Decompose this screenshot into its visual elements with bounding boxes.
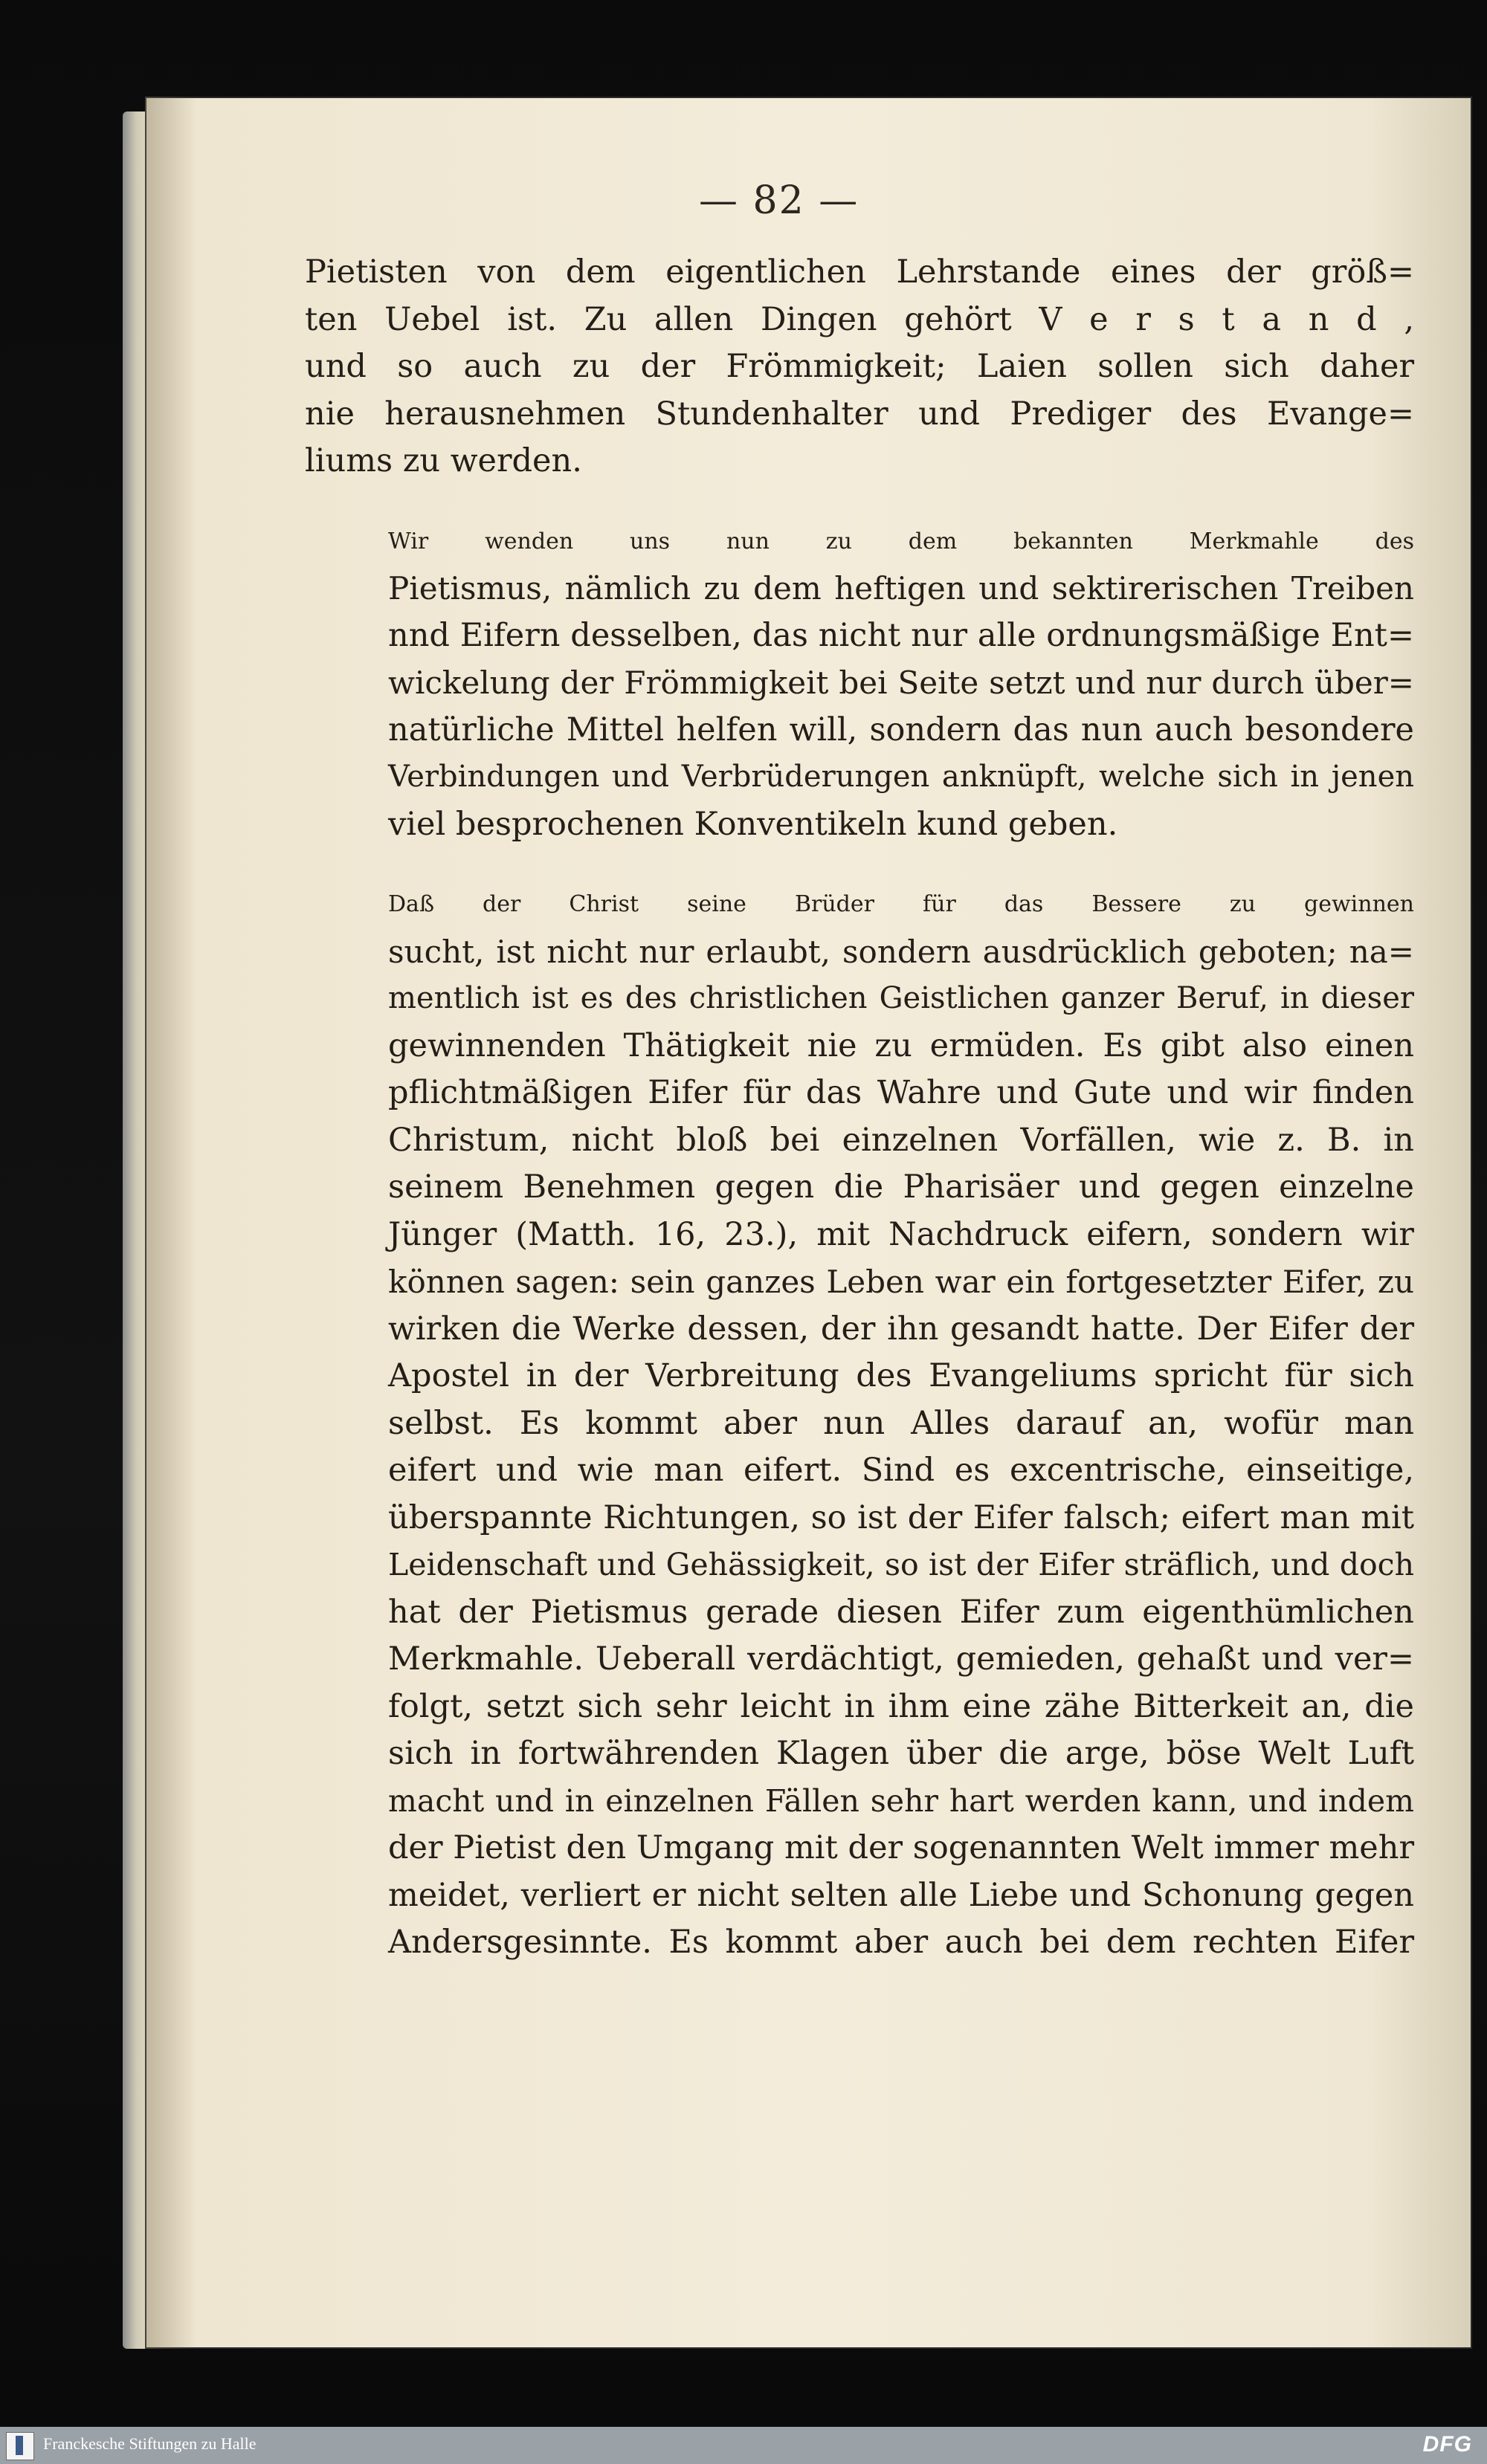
text-line: Christum, nicht bloß bei einzelnen Vorfällen, wie z. B. in bbox=[388, 1121, 1414, 1159]
gutter-shadow bbox=[145, 97, 197, 2349]
text-line: wirken die Werke dessen, der ihn gesandt hatte. Der Eifer der bbox=[388, 1310, 1414, 1348]
text-line: Merkmahle. Ueberall verdächtigt, gemieden, gehaßt und ver= bbox=[388, 1640, 1414, 1678]
paragraph-1 bbox=[305, 249, 1414, 485]
text-line: Leidenschaft und Gehässigkeit, so ist der Eifer sträflich, und doch bbox=[388, 1547, 1414, 1582]
text-line: viel besprochenen Konventikeln kund geben. bbox=[388, 805, 1118, 843]
text-line: pflichtmäßigen Eifer für das Wahre und Gute und wir finden bbox=[388, 1074, 1414, 1111]
dfg-logo[interactable]: DFG bbox=[1422, 2432, 1472, 2457]
text-line: der Pietist den Umgang mit der sogenannten Welt immer mehr bbox=[388, 1829, 1414, 1866]
text-line: sich in fortwährenden Klagen über die arge, böse Welt Luft bbox=[388, 1735, 1414, 1772]
text-line: hat der Pietismus gerade diesen Eifer zum eigenthümlichen bbox=[388, 1593, 1414, 1631]
text-line: folgt, setzt sich sehr leicht in ihm eine zähe Bitterkeit an, die bbox=[388, 1687, 1414, 1725]
text-line: meidet, verliert er nicht selten alle Liebe und Schonung gegen bbox=[388, 1876, 1414, 1914]
text-line: nie herausnehmen Stundenhalter und Prediger des Evange= bbox=[305, 395, 1414, 433]
text-line: Andersgesinnte. Es kommt aber auch bei dem rechten Eifer bbox=[388, 1924, 1414, 1961]
text-line: mentlich ist es des christlichen Geistlichen ganzer Beruf, in dieser bbox=[388, 981, 1414, 1015]
page-body-text bbox=[305, 249, 1414, 1967]
text-line: und so auch zu der Frömmigkeit; Laien sollen sich daher bbox=[305, 348, 1414, 385]
text-line: nnd Eifern desselben, das nicht nur alle ordnungsmäßige Ent= bbox=[388, 616, 1414, 654]
text-line: seinem Benehmen gegen die Pharisäer und gegen einzelne bbox=[388, 1168, 1414, 1206]
paragraph-2 bbox=[305, 518, 1414, 849]
text-line: Wir wenden uns nun zu dem bekannten Merkmahle des bbox=[388, 528, 1414, 554]
paragraph-3 bbox=[305, 881, 1414, 1967]
text-line: macht und in einzelnen Fällen sehr hart werden kann, und indem bbox=[388, 1782, 1414, 1819]
text-line: liums zu werden. bbox=[305, 442, 582, 479]
institution-logo-icon[interactable] bbox=[6, 2432, 34, 2460]
text-line: Daß der Christ seine Brüder für das Bessere zu gewinnen bbox=[388, 891, 1414, 917]
text-line: natürliche Mittel helfen will, sondern das nun auch besondere bbox=[388, 711, 1414, 748]
institution-name[interactable]: Franckesche Stiftungen zu Halle bbox=[43, 2434, 257, 2453]
text-line: können sagen: sein ganzes Leben war ein fortgesetzter Eifer, zu bbox=[388, 1264, 1414, 1300]
text-line: selbst. Es kommt aber nun Alles darauf an, wofür man bbox=[388, 1404, 1414, 1442]
text-line: Verbindungen und Verbrüderungen anknüpft, welche sich in jenen bbox=[388, 760, 1414, 794]
text-line: Pietisten von dem eigentlichen Lehrstande eines der größ= bbox=[305, 253, 1414, 291]
text-line: überspannte Richtungen, so ist der Eifer falsch; eifert man mit bbox=[388, 1498, 1414, 1536]
text-line: wickelung der Frömmigkeit bei Seite setzt und nur durch über= bbox=[388, 664, 1414, 701]
page-number: — 82 — bbox=[699, 178, 859, 223]
text-line: sucht, ist nicht nur erlaubt, sondern ausdrücklich geboten; na= bbox=[388, 933, 1414, 970]
text-line: Jünger (Matth. 16, 23.), mit Nachdruck eifern, sondern wir bbox=[388, 1215, 1414, 1253]
text-line: Apostel in der Verbreitung des Evangeliums spricht für sich bbox=[388, 1357, 1414, 1394]
text-line: gewinnenden Thätigkeit nie zu ermüden. Es gibt also einen bbox=[388, 1026, 1414, 1064]
text-line: Pietismus, nämlich zu dem heftigen und sektirerischen Treiben bbox=[388, 570, 1414, 607]
text-line: eifert und wie man eifert. Sind es excentrische, einseitige, bbox=[388, 1452, 1414, 1489]
text-line: ten Uebel ist. Zu allen Dingen gehört V e r s t a n d , bbox=[305, 300, 1414, 338]
